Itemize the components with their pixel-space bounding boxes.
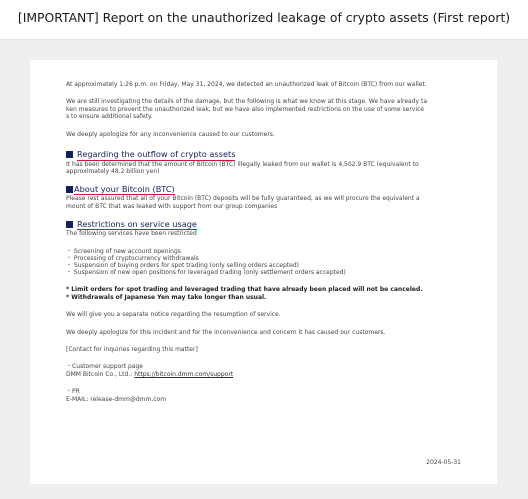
list-item: ・ Screening of new account openings — [66, 247, 181, 255]
page-header — [0, 0, 528, 40]
heading-bitcoin — [66, 184, 461, 196]
intro-investigation-1: We are still investigating the details of the damage, but the following is what we know at this stage. We have already ta — [66, 98, 428, 106]
report-card — [30, 60, 497, 484]
support-company: DMM Bitcoin Co., Ltd.: — [66, 370, 135, 378]
bitcoin-text-1: Please rest assured that all of your Bitcoin (BTC) deposits will be fully guaranteed, as we will procure the equivalent a — [66, 195, 420, 203]
heading-outflow — [66, 149, 461, 161]
intro-detection: At approximately 1:26 p.m. on Friday, May 31, 2024, we detected an unauthorized leak of Bitcoin (BTC) from our wallet. — [66, 81, 427, 88]
intro-investigation-2: ken measures to prevent the unauthorized leak, but we have also implemented restrictions on the use of some service — [66, 105, 424, 113]
publish-date: 2024-05-31 — [426, 458, 461, 466]
closing-apology: We deeply apologize for this incident and for the inconvenience and concern it has caused our customers. — [66, 328, 386, 336]
heading-square-icon — [66, 221, 73, 228]
intro-investigation-3: s to ensure additional safety. — [66, 113, 153, 121]
restriction-note-limit-orders: * Limit orders for spot trading and leveraged trading that have already been placed will not be canceled. — [66, 286, 423, 294]
restriction-note-jpy-withdrawals: * Withdrawals of Japanese Yen may take longer than usual. — [66, 293, 267, 301]
page-title: [IMPORTANT] Report on the unauthorized leakage of crypto assets (First report) — [17, 10, 511, 25]
contact-heading: [Contact for inquiries regarding this matter] — [66, 346, 198, 353]
support-page-link[interactable]: https://bitcoin.dmm.com/support — [134, 370, 234, 378]
pr-label: ・PR — [66, 388, 80, 396]
support-label: ・Customer support page — [66, 363, 143, 371]
restrictions-list — [66, 248, 461, 277]
outflow-text-2: approximately 48.2 billion yen) — [66, 167, 160, 175]
restrictions-intro: The following services have been restricted — [66, 230, 197, 238]
resumption-notice: We will give you a separate notice regarding the resumption of service. — [66, 311, 281, 319]
list-item: ・ Suspension of new open positions for leveraged trading (only settlement orders accepted) — [66, 269, 346, 277]
intro-apology: We deeply apologize for any inconvenience caused to our customers. — [66, 130, 275, 138]
pr-email: E-MAIL: release-dmm@dmm.com — [66, 395, 167, 403]
bitcoin-text-2: mount of BTC that was leaked with support from our group companies — [66, 202, 278, 210]
heading-restrictions-label: Restrictions on service usage — [77, 218, 197, 229]
heading-bitcoin-label: About your Bitcoin (BTC) — [74, 183, 175, 194]
heading-restrictions — [66, 219, 461, 231]
heading-square-icon — [66, 151, 73, 158]
heading-square-icon — [66, 186, 73, 193]
heading-outflow-label: Regarding the outflow of crypto assets — [77, 149, 236, 160]
list-item: ・ Suspension of buying orders for spot trading (only selling orders accepted) — [66, 261, 299, 269]
outflow-text-1: It has been determined that the amount of Bitcoin (BTC) illegally leaked from our wallet is 4,502.9 BTC (equivalent to — [66, 160, 419, 168]
list-item: ・ Processing of cryptocurrency withdrawals — [66, 254, 199, 262]
support-line — [66, 371, 461, 378]
